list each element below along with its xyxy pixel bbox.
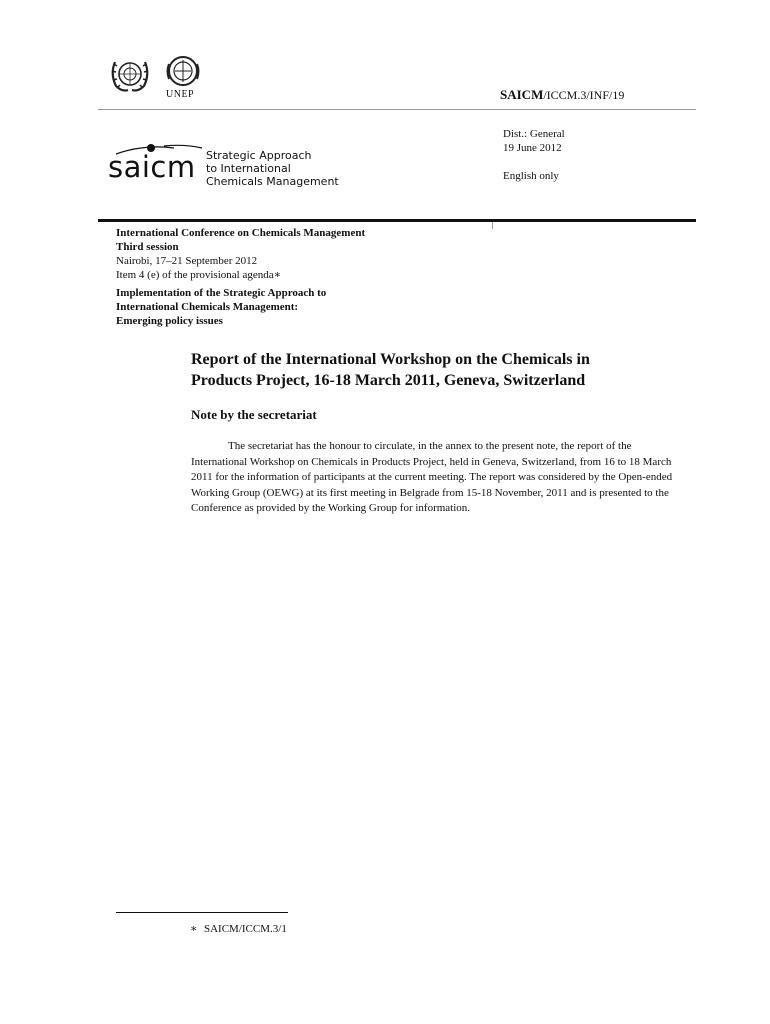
heavy-divider bbox=[98, 219, 696, 222]
saicm-wordmark: saicm bbox=[108, 150, 196, 184]
document-symbol bbox=[500, 87, 624, 103]
note-heading: Note by the secretariat bbox=[191, 407, 317, 422]
agenda-title-line: International Chemicals Management: bbox=[116, 301, 299, 313]
saicm-tagline bbox=[206, 149, 339, 188]
un-emblem-icon bbox=[106, 54, 154, 96]
symbol-prefix: SAICM bbox=[500, 87, 544, 102]
tagline-line: to International bbox=[206, 162, 291, 175]
session-name: Third session bbox=[116, 241, 179, 253]
divider-tick bbox=[492, 222, 493, 229]
report-title: Report of the International Workshop on the Chemicals in Products Project, 16-18 March 2011, Geneva, Switzerland bbox=[191, 351, 590, 389]
issue-date: 19 June 2012 bbox=[503, 142, 562, 154]
agenda-title bbox=[116, 286, 326, 328]
agenda-item-text: Item 4 (e) of the provisional agenda bbox=[116, 269, 274, 281]
unep-label: UNEP bbox=[166, 89, 195, 100]
distribution-text: Dist.: General bbox=[503, 128, 565, 140]
footnote-mark: ∗ bbox=[190, 923, 198, 935]
tagline-line: Strategic Approach bbox=[206, 149, 312, 162]
body-paragraph: The secretariat has the honour to circulate, in the annex to the present note, the report of the International Workshop on Chemicals in Products Project, held in Geneva, Switzerland, from 16 to 18 March 2011 for the information of participants at the current meeting. The report was considered by the Open-ended Working Group (OEWG) at its first meeting in Belgrade from 15-18 November, 2011 and is presented to the Conference as provided by the Working Group for information. bbox=[191, 440, 673, 514]
agenda-footnote-mark: ∗ bbox=[273, 269, 282, 281]
tagline-line: Chemicals Management bbox=[206, 175, 339, 188]
footnote-text: SAICM/ICCM.3/1 bbox=[204, 923, 287, 935]
footnote bbox=[190, 922, 287, 935]
conference-name: International Conference on Chemicals Management bbox=[116, 227, 366, 239]
unep-emblem-icon bbox=[164, 52, 202, 92]
agenda-title-line: Emerging policy issues bbox=[116, 315, 223, 327]
header-divider bbox=[98, 109, 696, 110]
meeting-info bbox=[116, 226, 365, 282]
language-note: English only bbox=[503, 170, 559, 182]
agenda-title-line: Implementation of the Strategic Approach to bbox=[116, 287, 327, 299]
distribution-block bbox=[503, 127, 565, 155]
symbol-suffix: /ICCM.3/INF/19 bbox=[543, 88, 625, 102]
meeting-place-date: Nairobi, 17–21 September 2012 bbox=[116, 255, 258, 267]
agenda-item bbox=[116, 268, 365, 282]
footnote-divider bbox=[116, 912, 288, 913]
